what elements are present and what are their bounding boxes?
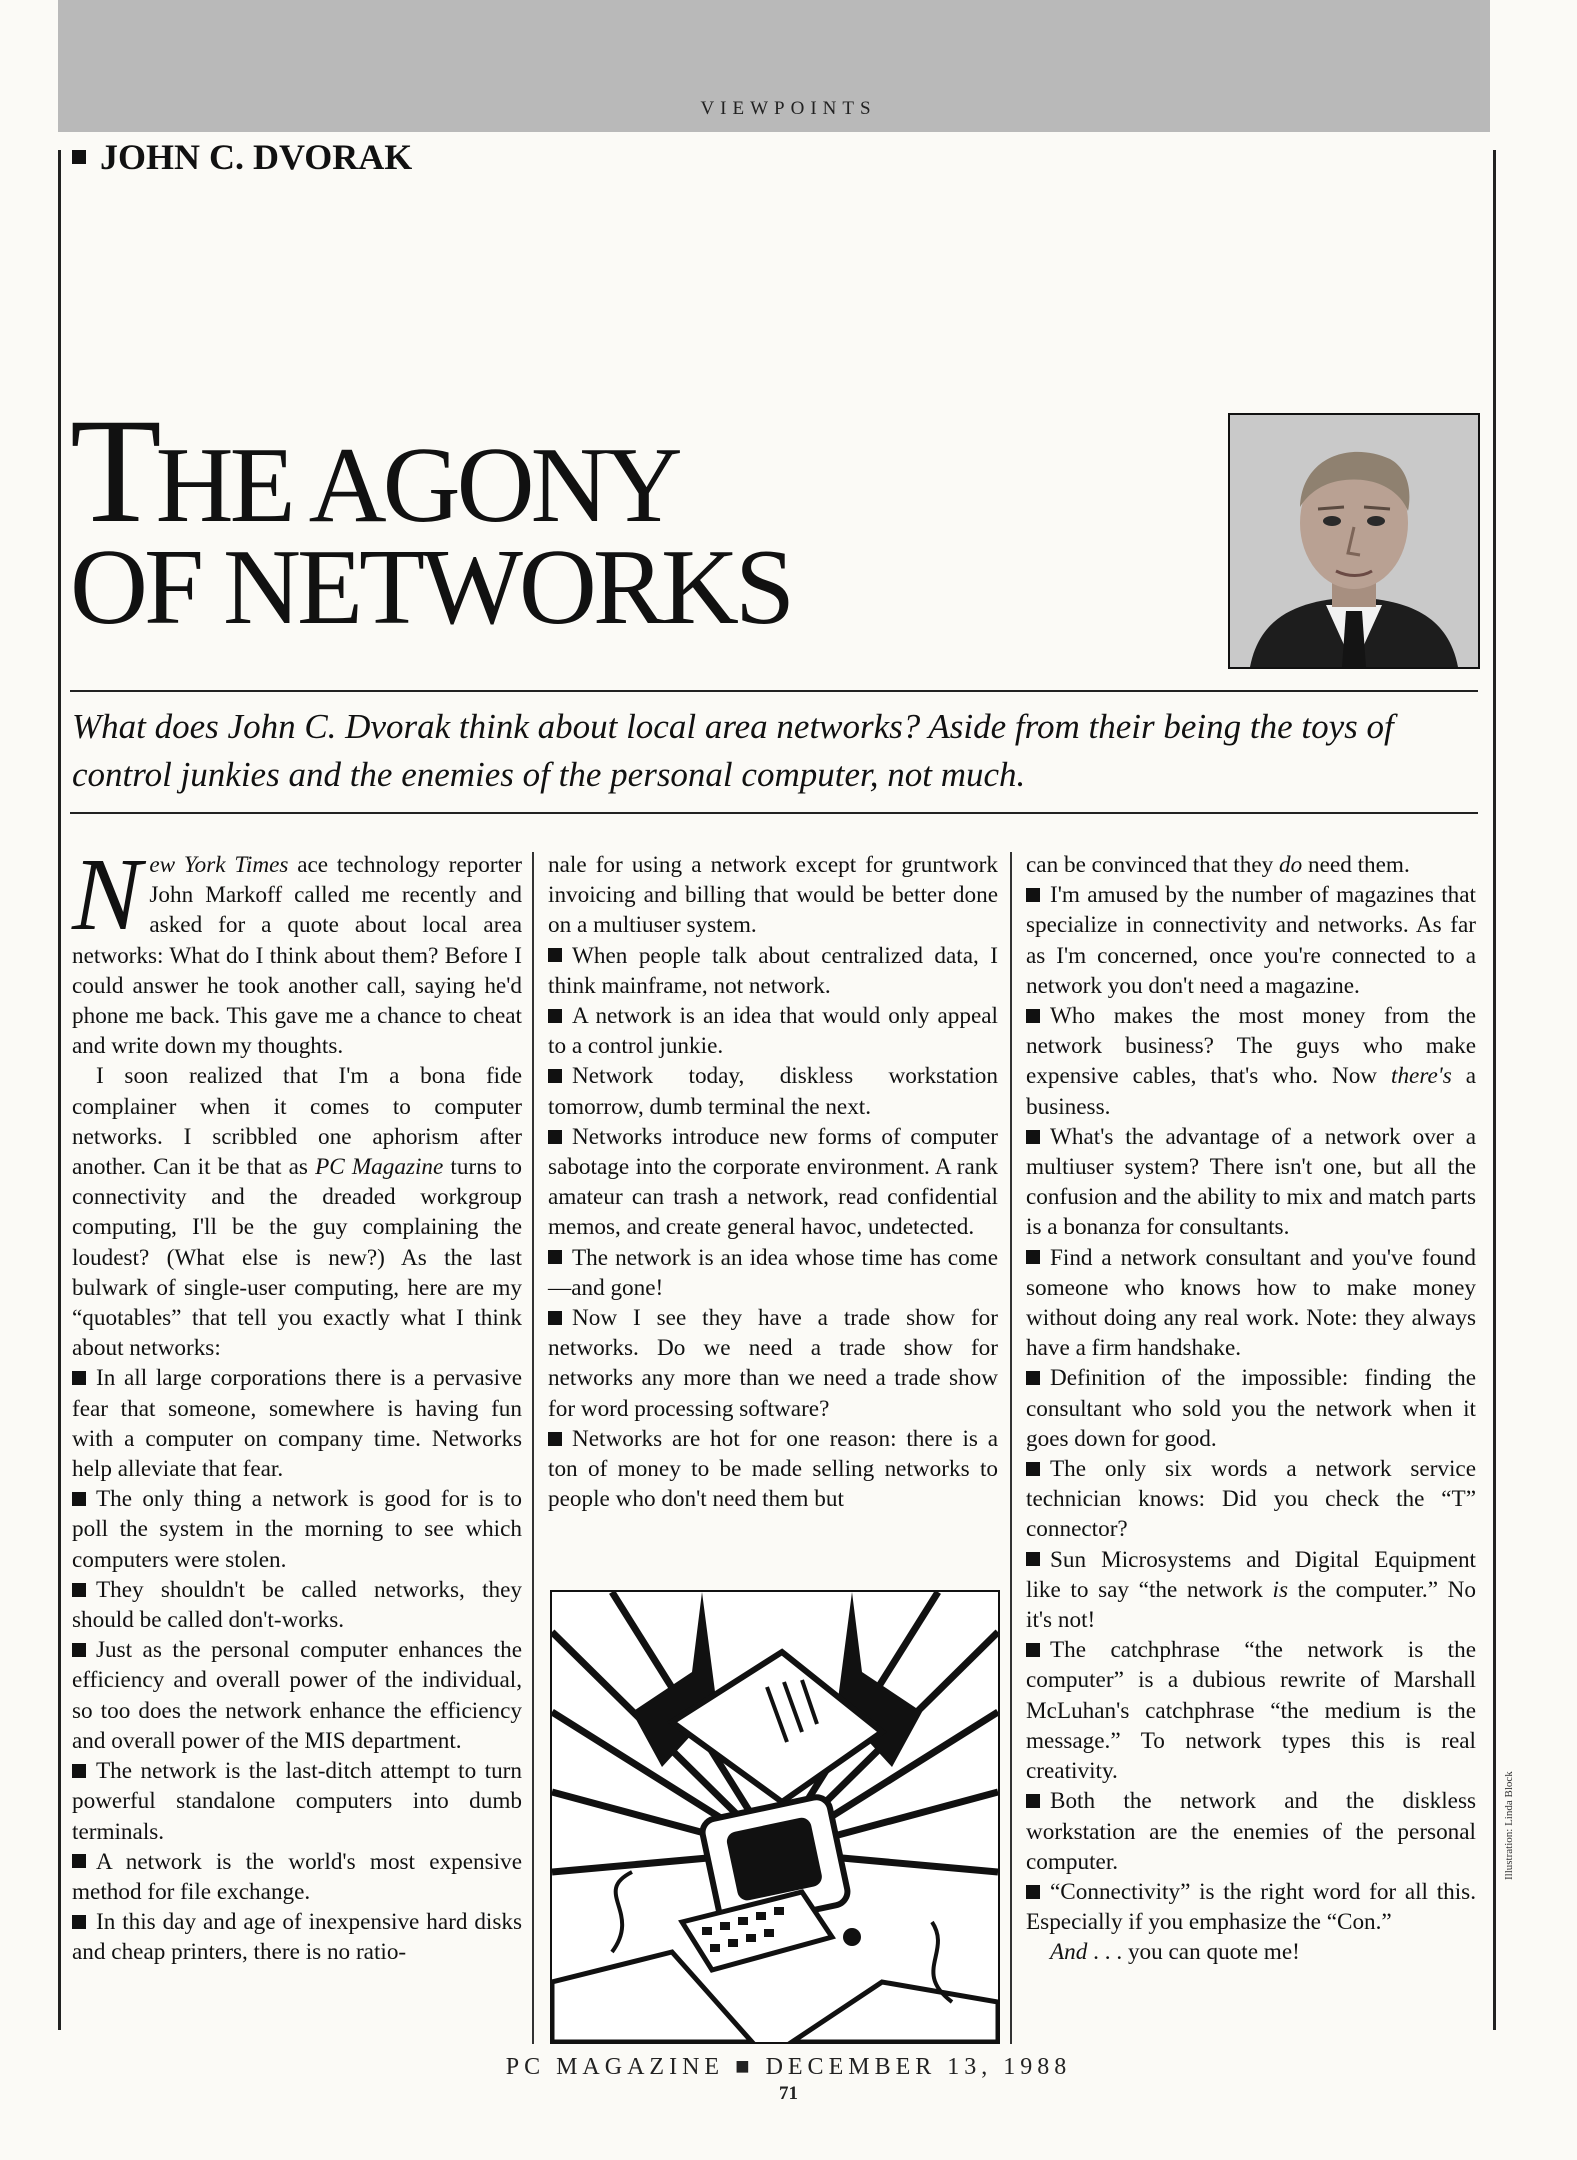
bullet-text: A network is the world's most expensive method for file exchange. <box>72 1848 522 1905</box>
title-cap: T <box>70 388 156 554</box>
frame-right-rule <box>1493 150 1496 2030</box>
bullet-text: Both the network and the diskless workstation are the enemies of the personal computer. <box>1026 1788 1476 1875</box>
bullet-icon <box>72 1854 86 1868</box>
article-illustration <box>550 1590 1000 2044</box>
bullet-icon <box>72 1915 86 1929</box>
intro-paragraph <box>72 837 522 1061</box>
network-illustration <box>552 1592 998 2042</box>
bullet-icon <box>72 1643 86 1657</box>
article-title <box>70 388 792 647</box>
bullet-icon <box>1026 1885 1040 1899</box>
bullet-icon <box>72 1492 86 1506</box>
bullet-text: The only thing a network is good for is to poll the system in the morning to see which computers were stolen. <box>72 1486 522 1573</box>
bullet-icon <box>548 1311 562 1325</box>
bullet-item <box>548 941 998 1001</box>
paragraph-2-italic: PC Magazine <box>315 1154 444 1181</box>
portrait-illustration <box>1230 415 1478 667</box>
column-divider-2 <box>1010 852 1012 2044</box>
bullet-square-icon <box>72 150 86 164</box>
closing-italic: And <box>1050 1939 1088 1966</box>
bullet-icon <box>1026 888 1040 902</box>
bullet-item <box>1026 1635 1476 1786</box>
column-2 <box>548 850 998 1514</box>
continued-italic: do <box>1279 852 1303 878</box>
bullet-item <box>72 1575 522 1635</box>
bullet-text: They shouldn't be called networks, they should be called don't-works. <box>72 1576 522 1634</box>
bullet-item <box>1026 1877 1476 1937</box>
bullet-icon <box>1026 1552 1040 1566</box>
bullet-text: Now I see they have a trade show for networks. Do we need a trade show for networks any more than we need a trade show for word processing software? <box>548 1305 998 1422</box>
bullet-text: Just as the personal computer enhances the efficiency and overall power of the individual, so too does the network enhance the efficiency and overall power of the MIS department. <box>72 1637 522 1754</box>
bullet-text: “Connectivity” is the right word for all this. Especially if you emphasize the “Con.” <box>1026 1878 1476 1936</box>
bullet-item <box>72 1363 522 1484</box>
bullet-item <box>1026 1001 1476 1122</box>
section-label: VIEWPOINTS <box>700 98 877 119</box>
bullet-item <box>72 1847 522 1907</box>
bullet-icon <box>1026 1794 1040 1808</box>
column-3 <box>1026 850 1476 1968</box>
bullet-item <box>1026 1454 1476 1545</box>
bullet-item <box>72 1907 522 1967</box>
bullet-item <box>1026 1786 1476 1877</box>
byline-text: JOHN C. DVORAK <box>100 137 413 177</box>
bullet-item <box>1026 880 1476 1001</box>
bullet-text: Definition of the impossible: finding the consultant who sold you the network when it goes down for good. <box>1026 1365 1476 1452</box>
bullet-text: Find a network consultant and you've found someone who knows how to make money without doing any real work. Note: they always have a firm handshake. <box>1026 1244 1476 1362</box>
byline <box>72 136 412 178</box>
illustration-credit: Illustration: Linda Block <box>1503 1771 1515 1880</box>
paragraph-2-text-a: I soon realized that I'm a bona fide complainer when it comes to computer networks. I scribbled one aphorism after another. Can it be that as <box>72 1063 522 1181</box>
bullet-item <box>548 1061 998 1121</box>
bullet-item <box>1026 1243 1476 1364</box>
bullet-text-b: the computer.” No it's not! <box>1026 1576 1476 1634</box>
bullet-text: The network is an idea whose time has come—and gone! <box>548 1244 998 1301</box>
bullet-item <box>1026 1363 1476 1454</box>
bullet-icon <box>548 1009 562 1023</box>
bullet-icon <box>1026 1643 1040 1657</box>
page-footer: PC MAGAZINE ■ DECEMBER 13, 1988 <box>505 2054 1072 2080</box>
bullet-item <box>72 1756 522 1847</box>
bullet-icon <box>72 1583 86 1597</box>
bullet-item <box>1026 1122 1476 1243</box>
title-line-1-rest: HE AGONY <box>155 426 679 545</box>
bullet-icon <box>72 1371 86 1385</box>
frame-left-rule <box>58 150 61 2030</box>
bullet-icon <box>72 1764 86 1778</box>
bullet-item <box>1026 1545 1476 1636</box>
bullet-text-b: a business. <box>1026 1063 1477 1120</box>
page-number: 71 <box>779 2083 798 2104</box>
intro-italic: ew York Times <box>149 852 289 878</box>
article-deck: What does John C. Dvorak think about local area networks? Aside from their being the toys of control junkies and the enemies of the personal computer, not much. <box>72 707 1394 794</box>
bullet-text-a: Who makes the most money from the network business? The guys who make expensive cables, that's who. Now <box>1026 1003 1476 1090</box>
closing-line <box>1026 1937 1476 1967</box>
bullet-item <box>548 1243 998 1303</box>
bullet-text: When people talk about centralized data, I think mainframe, not network. <box>548 942 998 999</box>
bullet-item <box>548 1303 998 1424</box>
bullet-item <box>72 1484 522 1575</box>
bullet-icon <box>1026 1250 1040 1264</box>
bullet-text: What's the advantage of a network over a multiuser system? There isn't one, but all the confusion and the ability to mix and match parts is a bonanza for consultants. <box>1026 1123 1476 1241</box>
title-line-2: OF NETWORKS <box>70 528 792 647</box>
bullet-text: The catchphrase “the network is the computer” is a dubious rewrite of Marshall McLuhan's catchphrase “the medium is the message.” To network types this is real creativity. <box>1026 1637 1476 1785</box>
column-1 <box>72 837 522 1968</box>
bullet-item <box>548 1122 998 1243</box>
bullet-text: A network is an idea that would only appeal to a control junkie. <box>548 1003 998 1060</box>
bullet-icon <box>1026 1371 1040 1385</box>
deck-bottom-rule <box>70 812 1478 814</box>
bullet-icon <box>548 1130 562 1144</box>
intro-text: ace technology reporter John Markoff called me recently and asked for a quote about local area networks: What do I think about them? Before I could answer he took another call, saying he'd phone me back. This gave me a chance to cheat and write down my thoughts. <box>72 852 522 1060</box>
bullet-text: Networks introduce new forms of computer sabotage into the corporate environment. A rank amateur can trash a network, read confidential memos, and create general havoc, undetected. <box>548 1123 998 1241</box>
bullet-item <box>548 1424 998 1515</box>
paragraph-2-text-b: turns to connectivity and the dreaded workgroup computing, I'll be the guy complaining the loudest? (What else is new?) As the last bulwark of single-user computing, here are my “quotables” that tell you exactly what I think about networks: <box>72 1154 522 1362</box>
bullet-item <box>548 1001 998 1061</box>
bullet-item <box>72 1635 522 1756</box>
bullet-text: Networks are hot for one reason: there is a ton of money to be made selling networks to people who don't need them but <box>548 1425 998 1513</box>
continued-text-b: need them. <box>1302 852 1410 878</box>
bullet-text-a: Sun Microsystems and Digital Equipment like to say “the network <box>1026 1546 1476 1603</box>
bullet-text: In this day and age of inexpensive hard disks and cheap printers, there is no ratio- <box>72 1909 522 1966</box>
paragraph-2 <box>72 1061 522 1363</box>
bullet-icon <box>548 1432 562 1446</box>
bullet-icon <box>548 1069 562 1083</box>
continued-text: nale for using a network except for gruntwork invoicing and billing that would be better done on a multiuser system. <box>548 852 998 939</box>
bullet-icon <box>548 1250 562 1264</box>
title-line-1 <box>70 388 791 554</box>
continued-text <box>1026 850 1476 880</box>
column-divider-1 <box>532 852 534 2044</box>
bullet-text: Network today, diskless workstation tomorrow, dumb terminal the next. <box>548 1063 998 1120</box>
bullet-icon <box>1026 1462 1040 1476</box>
closing-text: . . . you can quote me! <box>1087 1939 1300 1966</box>
bullet-text: In all large corporations there is a pervasive fear that someone, somewhere is having fun with a computer on company time. Networks help alleviate that fear. <box>72 1365 522 1483</box>
continued-text-a: can be convinced that they <box>1026 852 1280 878</box>
drop-cap: N <box>72 837 142 952</box>
bullet-italic: there's <box>1391 1063 1452 1090</box>
bullet-italic: is <box>1272 1576 1289 1603</box>
bullet-icon <box>1026 1130 1040 1144</box>
bullet-text: The only six words a network service technician knows: Did you check the “T” connector? <box>1026 1456 1476 1543</box>
deck-top-rule <box>70 690 1478 692</box>
author-portrait <box>1228 413 1480 669</box>
bullet-icon <box>548 948 562 962</box>
bullet-text: I'm amused by the number of magazines that specialize in connectivity and networks. As far as I'm concerned, once you're connected to a network you don't need a magazine. <box>1026 882 1476 999</box>
bullet-text: The network is the last-ditch attempt to turn powerful standalone computers into dumb terminals. <box>72 1758 522 1845</box>
bullet-icon <box>1026 1009 1040 1023</box>
